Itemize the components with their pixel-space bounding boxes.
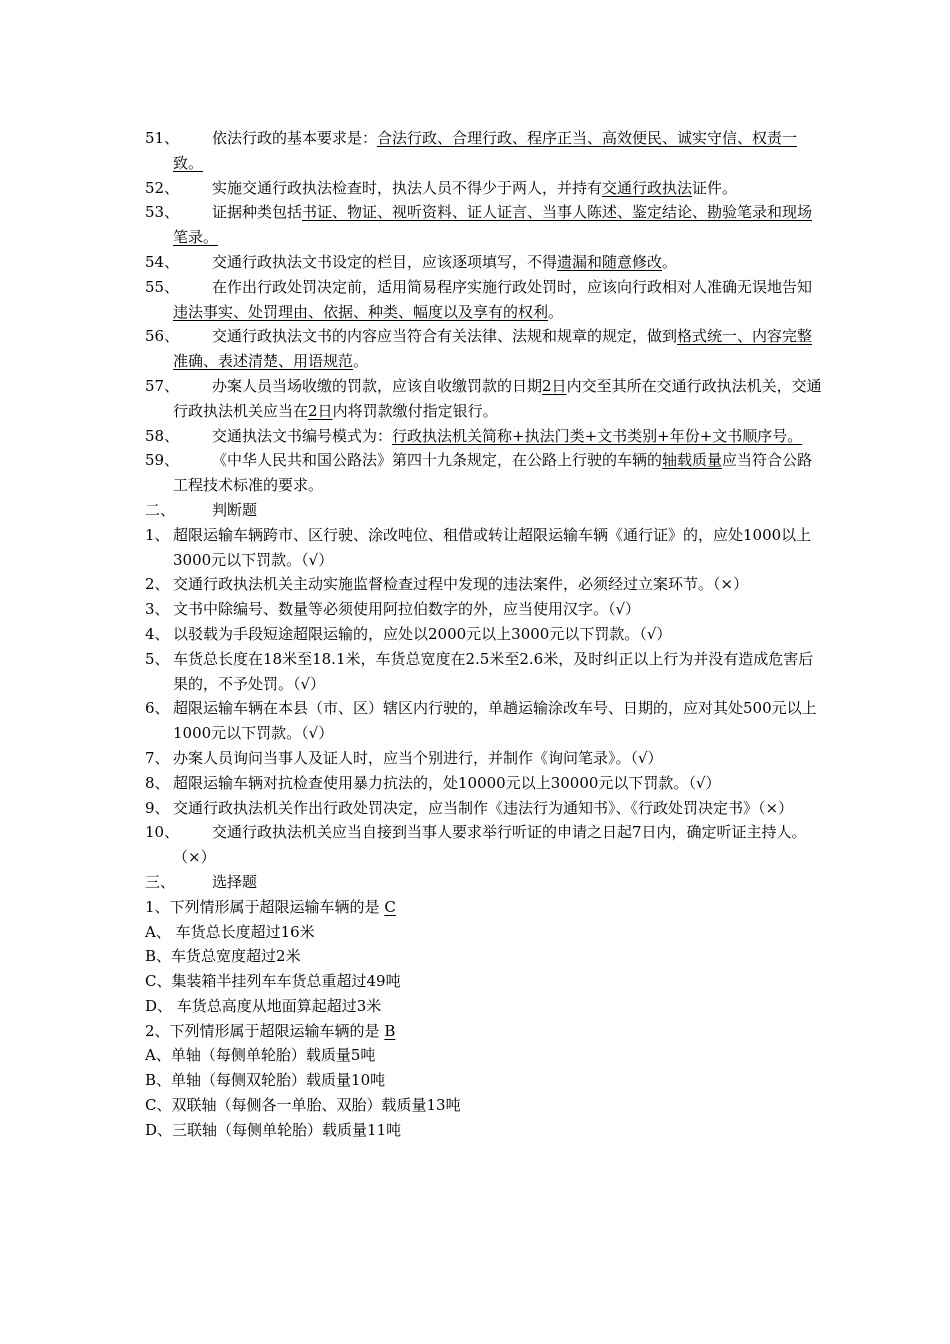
fill-question bbox=[145, 250, 825, 275]
question-text: 依法行政的基本要求是： bbox=[212, 129, 378, 147]
choice-option: B、单轴（每侧双轮胎）载质量10吨 bbox=[145, 1071, 386, 1090]
question-number: 3、 bbox=[145, 600, 170, 619]
question-text: 交通行政执法机关主动实施监督检查过程中发现的违法案件，必须经过立案环节。（×） bbox=[173, 575, 749, 594]
judge-question-list bbox=[145, 523, 825, 870]
fill-question bbox=[145, 374, 825, 424]
choice-question-2-options bbox=[145, 1043, 825, 1142]
question-number: 55、 bbox=[145, 277, 180, 296]
choice-option: C、双联轴（每侧各一单胎、双胎）载质量13吨 bbox=[145, 1096, 461, 1115]
choice-question-1 bbox=[145, 895, 825, 920]
choice-option: C、集装箱半挂列车车货总重超过49吨 bbox=[145, 972, 401, 991]
judge-question bbox=[145, 696, 825, 746]
fill-question bbox=[145, 200, 825, 250]
question-text: 办案人员询问当事人及证人时，应当个别进行，并制作《询问笔录》。（√） bbox=[173, 748, 663, 767]
question-number: 57、 bbox=[145, 376, 180, 395]
question-text: 超限运输车辆在本县（市、区）辖区内行驶的，单趟运输涂改车号、日期的，应对其处500元以上1000元以下罚款。（√） bbox=[173, 699, 817, 743]
question-number: 4、 bbox=[145, 624, 170, 643]
choice-option: A、单轴（每侧单轮胎）载质量5吨 bbox=[145, 1046, 376, 1065]
question-text: 超限运输车辆对抗检查使用暴力抗法的，处10000元以上30000元以下罚款。（√） bbox=[173, 773, 721, 792]
section-title: 判断题 bbox=[212, 500, 258, 519]
question-number: 8、 bbox=[145, 773, 170, 792]
section-number: 二、 bbox=[145, 500, 176, 519]
question-number: 56、 bbox=[145, 327, 180, 346]
question-text: 。 bbox=[353, 352, 369, 371]
question-text: 交通行政执法机关作出行政处罚决定，应当制作《违法行为通知书》、《行政处罚决定书》（×） bbox=[173, 798, 794, 817]
question-text: 。 bbox=[548, 302, 564, 321]
judge-question bbox=[145, 572, 825, 597]
answer-text: 2日 bbox=[542, 376, 567, 395]
question-text: 以驳载为手段短途超限运输的，应处以2000元以上3000元以下罚款。（√） bbox=[173, 624, 672, 643]
fill-question bbox=[145, 176, 825, 201]
fill-question bbox=[145, 424, 825, 449]
judge-question bbox=[145, 523, 825, 573]
question-text: 内交至其所在交通行政执法机关，交通行政执法机关应当在 bbox=[173, 376, 822, 420]
question-number: 53、 bbox=[145, 203, 180, 222]
section-heading-judge bbox=[145, 498, 825, 523]
question-text: 下列情形属于超限运输车辆的是 bbox=[169, 1021, 380, 1040]
question-number: 9、 bbox=[145, 798, 170, 817]
answer-text: 交通行政执法 bbox=[602, 178, 693, 197]
question-text: 交通行政执法文书设定的栏目，应该逐项填写，不得 bbox=[212, 252, 558, 271]
fill-question bbox=[145, 126, 825, 176]
judge-question bbox=[145, 597, 825, 622]
question-text: 内将罚款缴付指定银行。 bbox=[332, 401, 498, 420]
section-heading-choice bbox=[145, 870, 825, 895]
answer-text: 行政执法机关简称+执法门类+文书类别+年份+文书顺序号。 bbox=[392, 426, 803, 445]
answer-text: 轴载质量 bbox=[662, 451, 723, 470]
question-number: 2、 bbox=[145, 1021, 170, 1040]
question-number: 52、 bbox=[145, 178, 180, 197]
answer-text: 格式统一、内容完整准确、表述清楚、用语规范 bbox=[173, 327, 813, 371]
question-text: 《中华人民共和国公路法》第四十九条规定，在公路上行驶的车辆的 bbox=[212, 451, 663, 470]
judge-question bbox=[145, 746, 825, 771]
section-number: 三、 bbox=[145, 872, 176, 891]
question-answer: C bbox=[384, 897, 396, 916]
judge-question bbox=[145, 771, 825, 796]
choice-question-1-options bbox=[145, 920, 825, 1019]
answer-text: 书证、物证、视听资料、证人证言、当事人陈述、鉴定结论、勘验笔录和现场笔录。 bbox=[173, 203, 813, 247]
judge-question bbox=[145, 622, 825, 647]
document-content bbox=[145, 126, 825, 1143]
section-title: 选择题 bbox=[212, 872, 258, 891]
question-answer: B bbox=[384, 1021, 396, 1040]
judge-question bbox=[145, 820, 825, 870]
question-number: 2、 bbox=[145, 575, 170, 594]
choice-option: D、三联轴（每侧单轮胎）载质量11吨 bbox=[145, 1120, 402, 1139]
choice-option: B、车货总宽度超过2米 bbox=[145, 947, 301, 966]
choice-option: D、 车货总高度从地面算起超过3米 bbox=[145, 996, 382, 1015]
question-number: 54、 bbox=[145, 252, 180, 271]
question-number: 5、 bbox=[145, 649, 170, 668]
question-number: 51、 bbox=[145, 129, 180, 147]
question-text: 应当符合公路工程技术标准的要求。 bbox=[173, 451, 813, 495]
question-text: 交通执法文书编号模式为： bbox=[212, 426, 393, 445]
judge-question bbox=[145, 647, 825, 697]
fill-in-question-list bbox=[145, 126, 825, 498]
question-text: 车货总长度在18米至18.1米，车货总宽度在2.5米至2.6米，及时纠正以上行为并没有造成危害后果的，不予处罚。（√） bbox=[173, 649, 814, 693]
choice-option: A、 车货总长度超过16米 bbox=[145, 922, 315, 941]
question-number: 10、 bbox=[145, 823, 180, 842]
question-number: 7、 bbox=[145, 748, 170, 767]
fill-question bbox=[145, 275, 825, 325]
question-text: 。 bbox=[662, 252, 678, 271]
question-text: 证件。 bbox=[692, 178, 738, 197]
answer-text: 2日 bbox=[308, 401, 333, 420]
question-text: 交通行政执法文书的内容应当符合有关法律、法规和规章的规定，做到 bbox=[212, 327, 678, 346]
question-number: 1、 bbox=[145, 897, 170, 916]
answer-text: 遗漏和随意修改 bbox=[557, 252, 663, 271]
question-text: 证据种类包括 bbox=[212, 203, 303, 222]
question-text: 文书中除编号、数量等必须使用阿拉伯数字的外，应当使用汉字。（√） bbox=[173, 600, 641, 619]
question-text: 超限运输车辆跨市、区行驶、涂改吨位、租借或转让超限运输车辆《通行证》的，应处1000以上3000元以下罚款。（√） bbox=[173, 525, 812, 569]
question-text: 实施交通行政执法检查时，执法人员不得少于两人，并持有 bbox=[212, 178, 603, 197]
choice-question-2 bbox=[145, 1019, 825, 1044]
judge-question bbox=[145, 796, 825, 821]
question-number: 58、 bbox=[145, 426, 180, 445]
question-number: 59、 bbox=[145, 451, 180, 470]
question-text: 交通行政执法机关应当自接到当事人要求举行听证的申请之日起7日内，确定听证主持人。（×） bbox=[173, 823, 807, 867]
question-number: 1、 bbox=[145, 525, 170, 544]
question-number: 6、 bbox=[145, 699, 170, 718]
question-text: 在作出行政处罚决定前，适用简易程序实施行政处罚时，应该向行政相对人准确无误地告知 bbox=[212, 277, 813, 296]
question-text: 办案人员当场收缴的罚款，应该自收缴罚款的日期 bbox=[212, 376, 543, 395]
fill-question bbox=[145, 448, 825, 498]
fill-question bbox=[145, 324, 825, 374]
question-text: 下列情形属于超限运输车辆的是 bbox=[169, 897, 380, 916]
answer-text: 合法行政、合理行政、程序正当、高效便民、诚实守信、权责一致。 bbox=[173, 129, 798, 172]
answer-text: 违法事实、处罚理由、依据、种类、幅度以及享有的权利 bbox=[173, 302, 549, 321]
